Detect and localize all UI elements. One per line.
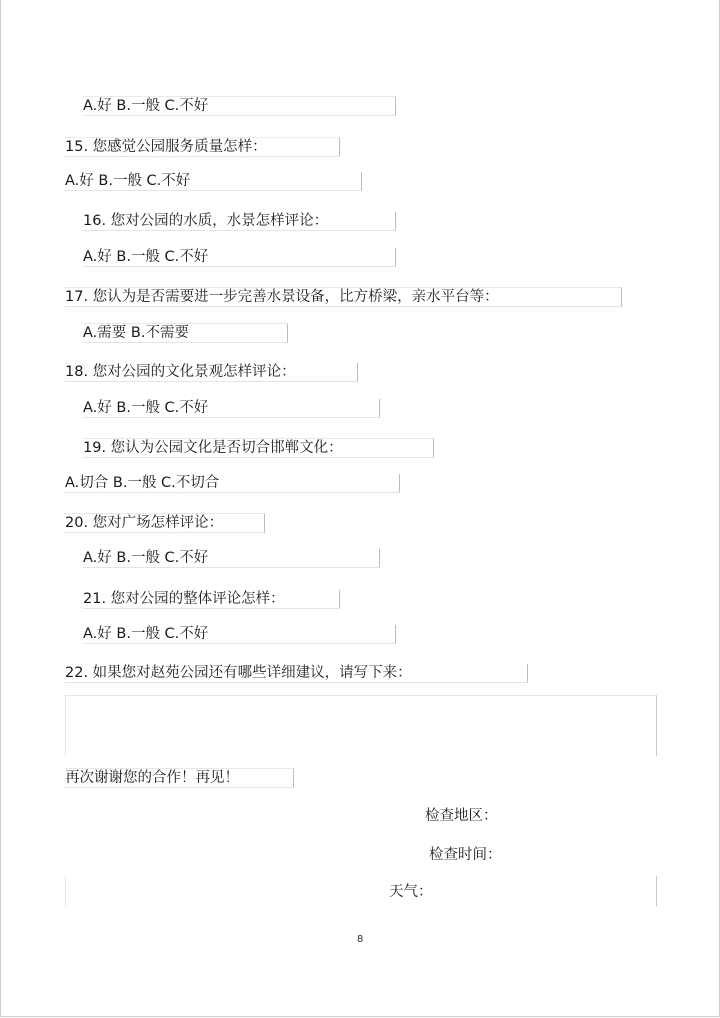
q15-question: 15. 您感觉公园服务质量怎样： (65, 137, 340, 157)
weather-field-box (65, 876, 657, 906)
q19-question: 19. 您认为公园文化是否切合邯郸文化： (83, 438, 434, 458)
q21-question: 21. 您对公园的整体评论怎样： (83, 590, 340, 609)
suggestion-answer-area (65, 695, 657, 756)
q21-options: A.好 B.一般 C.不好 (83, 625, 396, 644)
page-number: 8 (357, 934, 364, 945)
q18-options: A.好 B.一般 C.不好 (83, 399, 380, 418)
q17-options: A.需要 B.不需要 (83, 323, 288, 343)
q22-question: 22. 如果您对赵苑公园还有哪些详细建议，请写下来： (65, 664, 528, 683)
weather-label: 天气： (389, 884, 433, 900)
q17-question: 17. 您认为是否需要进一步完善水景设备，比方桥梁，亲水平台等： (65, 287, 622, 307)
q20-options: A.好 B.一般 C.不好 (83, 549, 380, 568)
q16-question: 16. 您对公园的水质，水景怎样评论： (83, 212, 396, 231)
q15-options: A.好 B.一般 C.不好 (65, 172, 362, 191)
q14-options: A.好 B.一般 C.不好 (83, 96, 396, 116)
q16-options: A.好 B.一般 C.不好 (83, 248, 396, 267)
survey-time-label: 检查时间： (429, 847, 502, 863)
survey-area-label: 检查地区： (425, 808, 498, 824)
q18-question: 18. 您对公园的文化景观怎样评论： (65, 363, 358, 382)
q19-options: A.切合 B.一般 C.不切合 (65, 474, 400, 493)
closing-thanks: 再次谢谢您的合作！再见！ (65, 768, 294, 788)
q20-question: 20. 您对广场怎样评论： (65, 513, 265, 533)
